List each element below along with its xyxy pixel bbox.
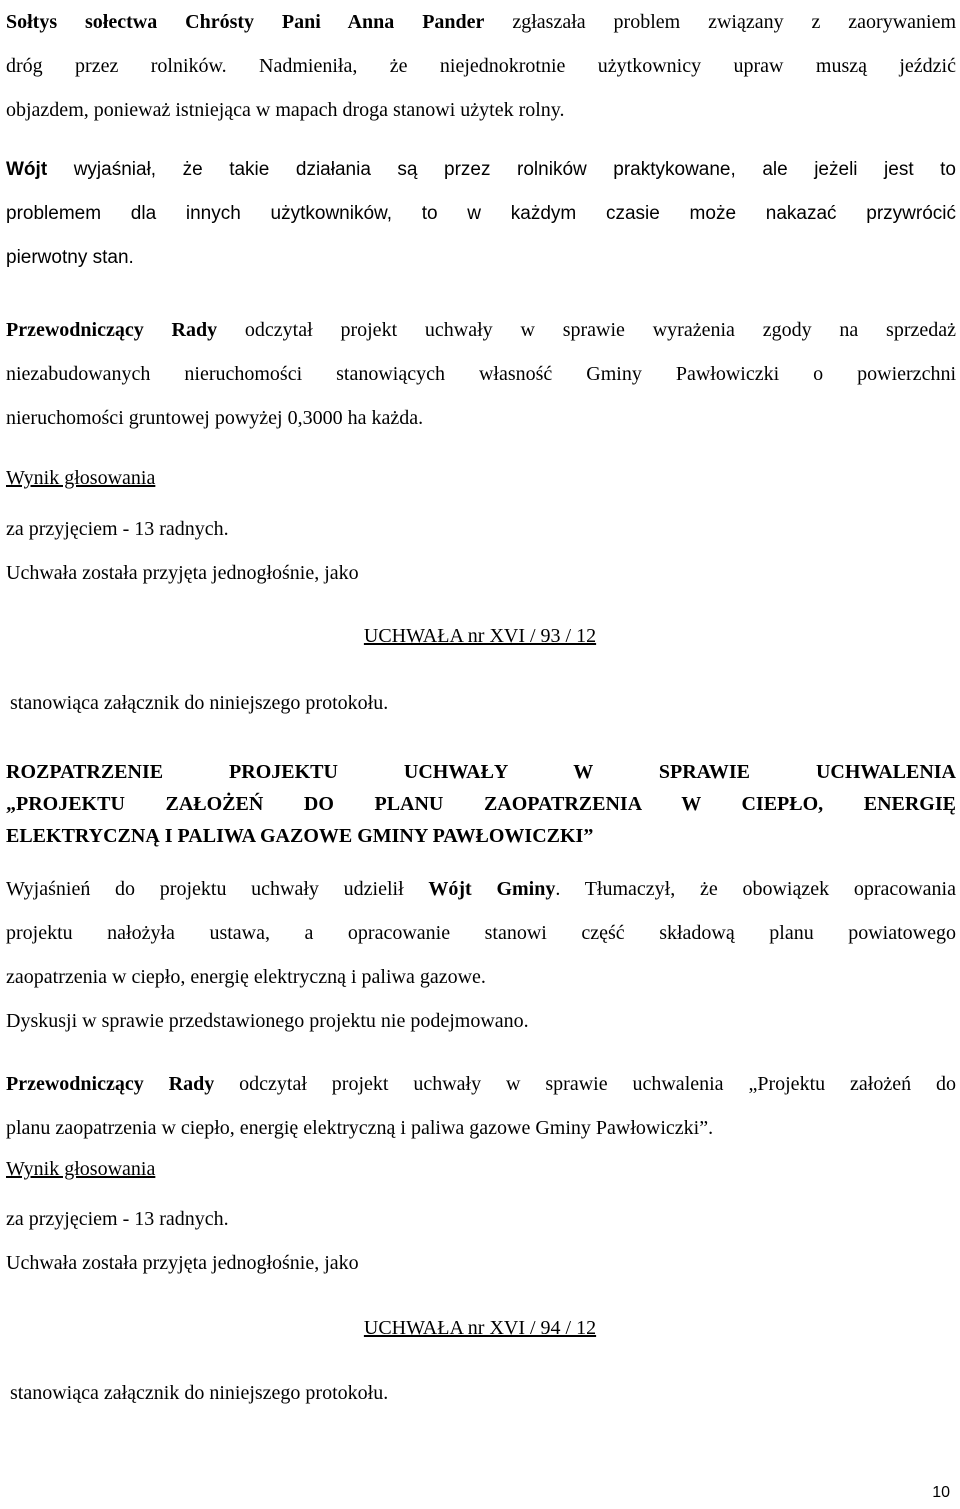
attachment-note: stanowiąca załącznik do niniejszego protokołu. — [10, 692, 389, 714]
paragraph-line — [6, 0, 956, 44]
paragraph-line: projektu nałożyła ustawa, a opracowanie stanowi część składową planu powiatowego — [6, 922, 956, 944]
paragraph-line — [6, 308, 956, 352]
paragraph-text: odczytał projekt uchwały w sprawie uchwalenia „Projektu założeń do — [239, 1073, 956, 1095]
paragraph-text: odczytał projekt uchwały w sprawie wyrażenia zgody na sprzedaż — [244, 319, 956, 341]
speaker-name: Wójt Gminy — [428, 878, 556, 900]
speaker-name: Przewodniczący Rady — [6, 319, 218, 341]
paragraph-soltys — [6, 0, 956, 132]
page-number: 10 — [932, 1484, 950, 1501]
resolution-title: UCHWAŁA nr XVI / 94 / 12 — [363, 1317, 597, 1339]
paragraph-wyjasnienia — [6, 867, 956, 1043]
paragraph-przewodniczacy-2 — [6, 1062, 956, 1150]
paragraph-line — [6, 867, 956, 911]
paragraph-line: objazdem, ponieważ istniejąca w mapach droga stanowi użytek rolny. — [6, 99, 565, 121]
paragraph-wojt — [6, 148, 956, 280]
vote-result: za przyjęciem - 13 radnych. — [6, 518, 229, 540]
vote-heading: Wynik głosowania — [6, 467, 156, 489]
paragraph-text: zgłaszała problem związany z zaorywaniem — [512, 11, 956, 33]
paragraph-line: Dyskusji w sprawie przedstawionego projektu nie podejmowano. — [6, 1010, 529, 1032]
section-heading-line: ELEKTRYCZNĄ I PALIWA GAZOWE GMINY PAWŁOWICZKI” — [6, 825, 594, 847]
resolution-title: UCHWAŁA nr XVI / 93 / 12 — [363, 625, 597, 647]
paragraph-line: planu zaopatrzenia w ciepło, energię elektryczną i paliwa gazowe Gminy Pawłowiczki”. — [6, 1117, 714, 1139]
paragraph-text: wyjaśniał, że takie działania są przez rolników praktykowane, ale jeżeli jest to — [73, 159, 956, 180]
paragraph-line: problemem dla innych użytkowników, to w każdym czasie może nakazać przywrócić — [6, 203, 956, 224]
section-heading-line: „PROJEKTU ZAŁOŻEŃ DO PLANU ZAOPATRZENIA W CIEPŁO, ENERGIĘ — [6, 793, 956, 815]
paragraph-line: zaopatrzenia w ciepło, energię elektryczną i paliwa gazowe. — [6, 966, 486, 988]
paragraph-line: niezabudowanych nieruchomości stanowiących własność Gminy Pawłowiczki o powierzchni — [6, 363, 956, 385]
vote-adopted: Uchwała została przyjęta jednogłośnie, jako — [6, 1252, 359, 1274]
paragraph-line — [6, 148, 956, 192]
paragraph-przewodniczacy-1 — [6, 308, 956, 440]
section-heading — [6, 756, 956, 852]
paragraph-line: dróg przez rolników. Nadmieniła, że niejednokrotnie użytkownicy upraw muszą jeździć — [6, 55, 956, 77]
vote-heading: Wynik głosowania — [6, 1158, 156, 1180]
section-heading-line: ROZPATRZENIE PROJEKTU UCHWAŁY W SPRAWIE UCHWALENIA — [6, 761, 956, 783]
attachment-note: stanowiąca załącznik do niniejszego protokołu. — [10, 1382, 389, 1404]
paragraph-line — [6, 1062, 956, 1106]
paragraph-text: Wyjaśnień do projektu uchwały udzielił — [6, 878, 404, 900]
paragraph-text: . Tłumaczył, że obowiązek opracowania — [555, 878, 956, 900]
speaker-name: Przewodniczący Rady — [6, 1073, 215, 1095]
speaker-name: Sołtys sołectwa Chrósty Pani Anna Pander — [6, 11, 485, 33]
paragraph-line: pierwotny stan. — [6, 247, 134, 268]
vote-result: za przyjęciem - 13 radnych. — [6, 1208, 229, 1230]
speaker-name: Wójt — [6, 159, 48, 180]
vote-adopted: Uchwała została przyjęta jednogłośnie, jako — [6, 562, 359, 584]
paragraph-line: nieruchomości gruntowej powyżej 0,3000 ha każda. — [6, 407, 424, 429]
